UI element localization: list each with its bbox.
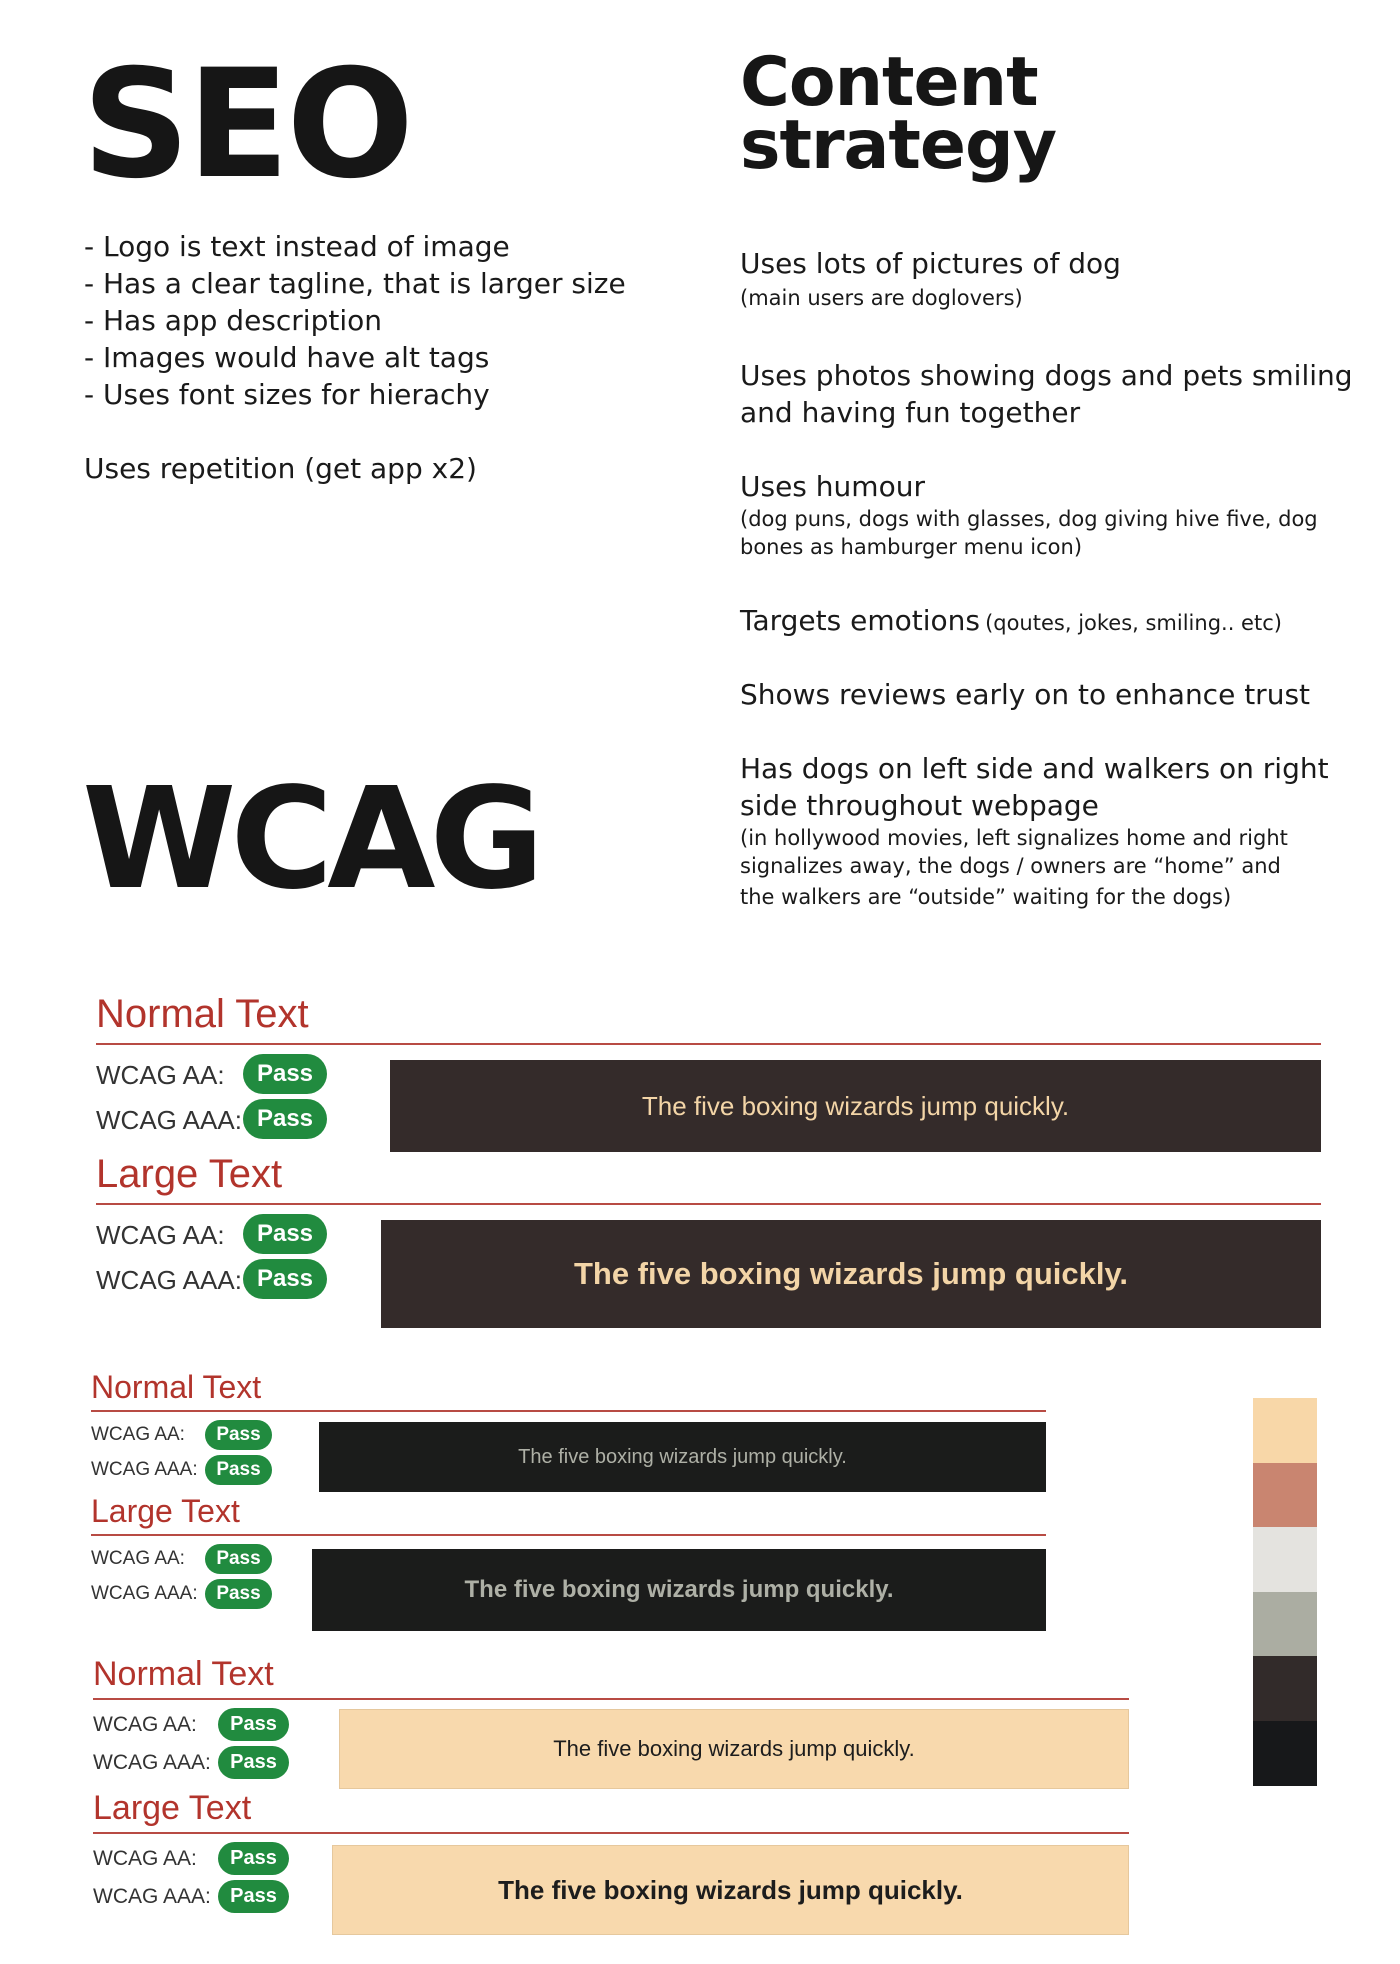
strategy-point [740, 357, 1370, 431]
title-line: Content [740, 43, 1038, 122]
pass-badge: Pass [205, 1420, 272, 1450]
divider [91, 1534, 1046, 1536]
wcag-aa-label: WCAG AA: [91, 1424, 185, 1445]
color-swatch [1253, 1656, 1317, 1721]
wcag-title: WCAG [82, 758, 539, 921]
sample-normal-text: The five boxing wizards jump quickly. [339, 1709, 1129, 1789]
wcag-aaa-label: WCAG AAA: [91, 1459, 198, 1480]
list-item: - Uses font sizes for hierachy [84, 378, 490, 411]
pass-badge: Pass [243, 1259, 327, 1299]
color-swatch [1253, 1398, 1317, 1463]
strategy-text: Uses humour [740, 470, 925, 503]
normal-text-heading: Normal Text [93, 1655, 274, 1693]
seo-points-list [84, 228, 626, 413]
color-palette [1253, 1398, 1317, 1786]
color-swatch [1253, 1527, 1317, 1592]
strategy-text: Shows reviews early on to enhance trust [740, 678, 1311, 711]
contrast-test-brown [96, 992, 1321, 1332]
list-item: - Has a clear tagline, that is larger size [84, 267, 626, 300]
list-item: - Logo is text instead of image [84, 230, 510, 263]
wcag-aaa-label: WCAG AAA: [96, 1265, 242, 1295]
sample-normal-text: The five boxing wizards jump quickly. [319, 1422, 1046, 1492]
sample-large-text: The five boxing wizards jump quickly. [332, 1845, 1129, 1935]
strategy-point [740, 245, 1370, 312]
content-strategy-title [740, 43, 1057, 185]
wcag-aaa-label: WCAG AAA: [91, 1583, 198, 1604]
wcag-aa-label: WCAG AA: [93, 1847, 197, 1870]
normal-text-heading: Normal Text [91, 1369, 262, 1405]
contrast-test-peach [93, 1655, 1129, 1935]
strategy-text: Uses photos showing dogs and pets smiling and having fun together [740, 359, 1353, 429]
color-swatch [1253, 1592, 1317, 1657]
list-item: - Has app description [84, 304, 382, 337]
divider [93, 1832, 1129, 1834]
divider [96, 1043, 1321, 1045]
pass-badge: Pass [218, 1746, 289, 1779]
strategy-note: (qoutes, jokes, smiling.. etc) [985, 611, 1282, 635]
sample-large-text: The five boxing wizards jump quickly. [381, 1220, 1321, 1328]
strategy-note: (in hollywood movies, left signalizes home and right signalizes away, the dogs / owners are “home” and [740, 826, 1288, 878]
large-text-heading: Large Text [93, 1789, 252, 1827]
pass-badge: Pass [205, 1544, 272, 1574]
large-text-heading: Large Text [91, 1493, 240, 1529]
pass-badge: Pass [205, 1579, 272, 1609]
pass-badge: Pass [218, 1708, 289, 1741]
strategy-point [740, 676, 1370, 713]
pass-badge: Pass [243, 1099, 327, 1139]
strategy-text: Uses lots of pictures of dog [740, 247, 1121, 280]
wcag-aa-label: WCAG AA: [91, 1548, 185, 1569]
wcag-aa-label: WCAG AA: [93, 1713, 197, 1736]
strategy-note: the walkers are “outside” waiting for the dogs) [740, 885, 1232, 909]
wcag-aa-label: WCAG AA: [96, 1220, 225, 1250]
large-text-heading: Large Text [96, 1152, 283, 1196]
strategy-text: Has dogs on left side and walkers on right side throughout webpage [740, 752, 1329, 822]
pass-badge: Pass [205, 1455, 272, 1485]
contrast-test-black [91, 1369, 1046, 1639]
sample-normal-text: The five boxing wizards jump quickly. [390, 1060, 1321, 1152]
divider [93, 1698, 1129, 1700]
seo-repetition-note: Uses repetition (get app x2) [84, 452, 477, 485]
pass-badge: Pass [243, 1214, 327, 1254]
seo-title: SEO [82, 38, 412, 212]
divider [91, 1410, 1046, 1412]
divider [96, 1203, 1321, 1205]
strategy-note: (dog puns, dogs with glasses, dog giving hive five, dog bones as hamburger menu icon) [740, 507, 1318, 559]
wcag-aaa-label: WCAG AAA: [93, 1751, 211, 1774]
list-item: - Images would have alt tags [84, 341, 490, 374]
sample-large-text: The five boxing wizards jump quickly. [312, 1549, 1046, 1631]
strategy-note: (main users are doglovers) [740, 286, 1023, 310]
strategy-point [740, 750, 1370, 911]
strategy-text: Targets emotions [740, 604, 980, 637]
color-swatch [1253, 1463, 1317, 1528]
pass-badge: Pass [243, 1054, 327, 1094]
wcag-aaa-label: WCAG AAA: [96, 1105, 242, 1135]
wcag-aaa-label: WCAG AAA: [93, 1885, 211, 1908]
pass-badge: Pass [218, 1880, 289, 1913]
strategy-point [740, 602, 1370, 639]
wcag-aa-label: WCAG AA: [96, 1060, 225, 1090]
color-swatch [1253, 1721, 1317, 1786]
normal-text-heading: Normal Text [96, 992, 309, 1036]
pass-badge: Pass [218, 1842, 289, 1875]
strategy-point [740, 468, 1370, 561]
title-line: strategy [740, 105, 1057, 185]
